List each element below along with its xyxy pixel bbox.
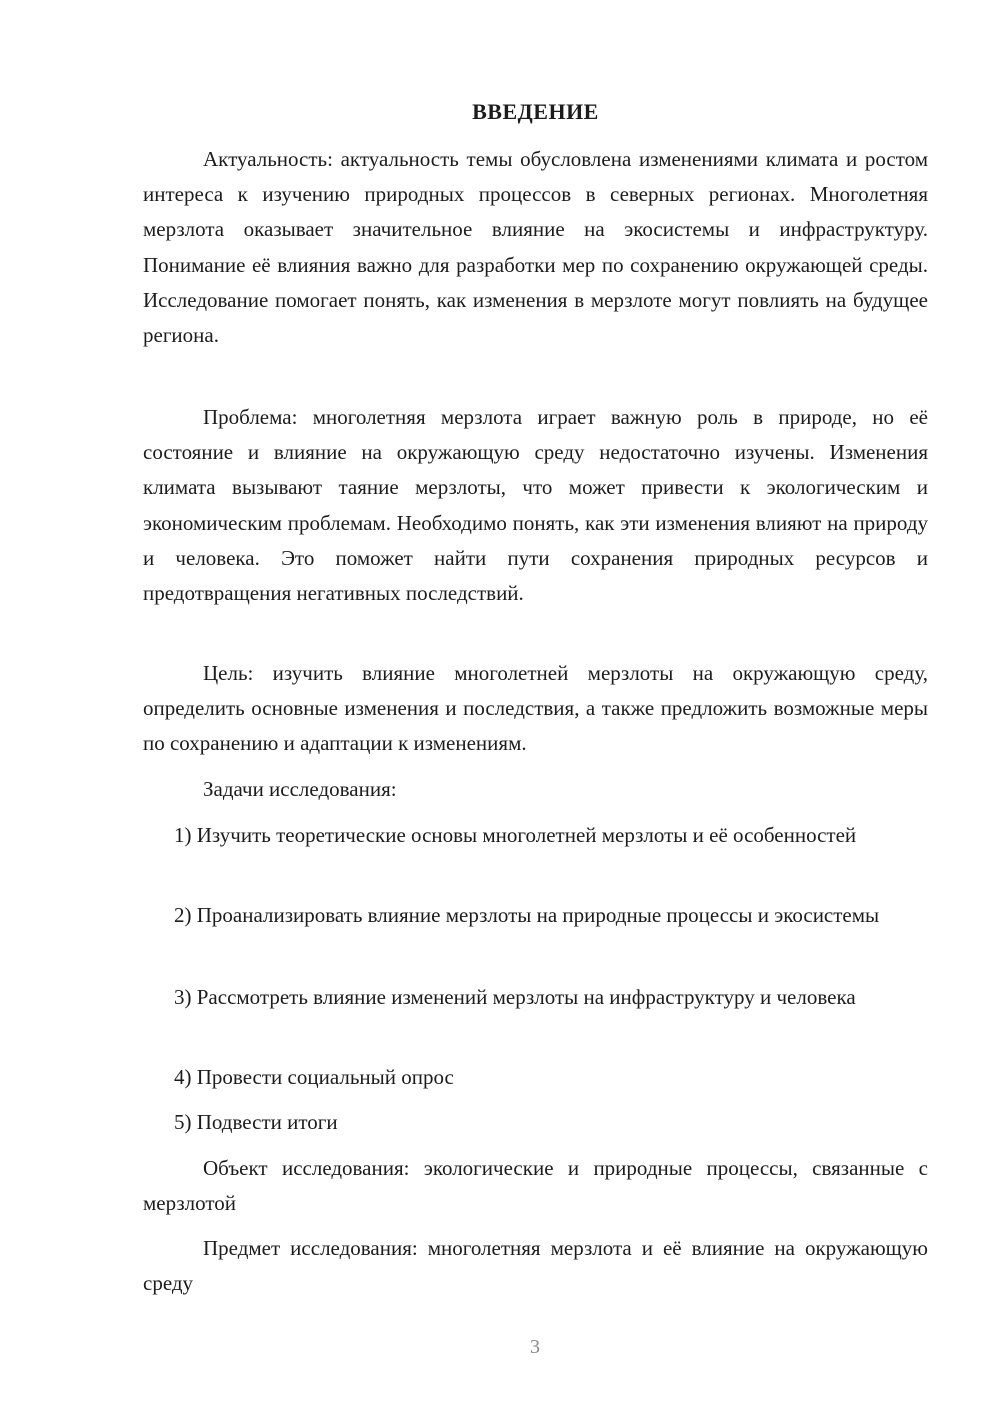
task-item-1: 1) Изучить теоретические основы многолетней мерзлоты и её особенностей — [174, 823, 857, 847]
task-item-5: 5) Подвести итоги — [174, 1110, 338, 1134]
task-item-3: 3) Рассмотреть влияние изменений мерзлоты на инфраструктуру и человека — [174, 985, 856, 1009]
task-item-2: 2) Проанализировать влияние мерзлоты на природные процессы и экосистемы — [174, 903, 880, 927]
tasks-title: Задачи исследования: — [203, 777, 397, 801]
task-item-4: 4) Провести социальный опрос — [174, 1065, 454, 1089]
subject-paragraph: Предмет исследования: многолетняя мерзлота и её влияние на окружающую среду — [143, 1236, 928, 1296]
object-paragraph: Объект исследования: экологические и природные процессы, связанные с мерзлотой — [143, 1156, 928, 1216]
problem-paragraph: Проблема: многолетняя мерзлота играет важную роль в природе, но её состояние и влияние на окружающую среду недостаточно изучены. Изменения климата вызывают таяние мерзлоты, что может привести к экологическим и экономическим проблемам. Необходимо понять, как эти изменения влияют на природу и человека. Это поможет найти пути сохранения природных ресурсов и предотвращения негативных последствий. — [143, 405, 928, 606]
relevance-paragraph: Актуальность: актуальность темы обусловлена изменениями климата и ростом интереса к изучению природных процессов в северных регионах. Многолетняя мерзлота оказывает значительное влияние на экосистемы и инфраструктуру. Понимание её влияния важно для разработки мер по сохранению окружающей среды. Исследование помогает понять, как изменения в мерзлоте могут повлиять на будущее региона. — [143, 147, 928, 348]
goal-paragraph: Цель: изучить влияние многолетней мерзлоты на окружающую среду, определить основные изменения и последствия, а также предложить возможные меры по сохранению и адаптации к изменениям. — [143, 661, 928, 756]
section-heading: ВВЕДЕНИЕ — [472, 99, 599, 124]
page-number: 3 — [530, 1336, 540, 1358]
